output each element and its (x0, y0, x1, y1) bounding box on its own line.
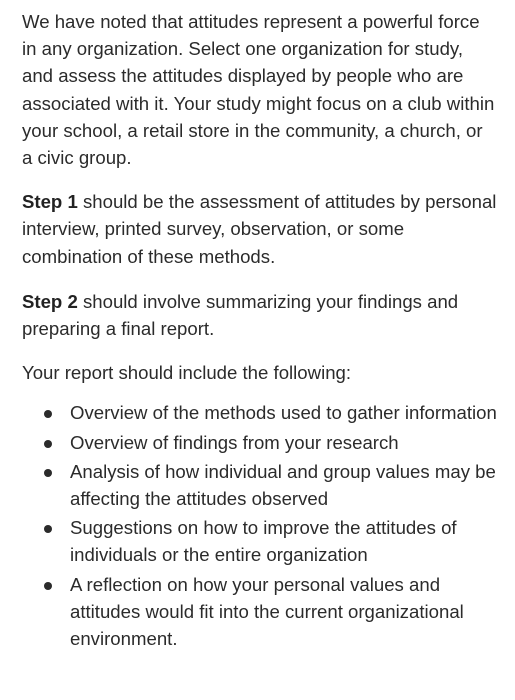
list-item (70, 571, 497, 653)
requirements-list (22, 399, 497, 652)
step-1-paragraph (22, 188, 497, 270)
step-2-text: should involve summarizing your findings and preparing a final report. (22, 290, 459, 340)
bullet-icon (44, 525, 52, 533)
intro-paragraph: We have noted that attitudes represent a powerful force in any organization. Select one organization for study, and assess the attitudes displayed by people who are associated with it. Your study might focus on a club within your school, a retail store in the community, a church, or a civic group. (22, 11, 495, 169)
list-item (70, 399, 497, 426)
report-intro: Your report should include the following: (22, 362, 352, 384)
bullet-icon (44, 582, 52, 590)
bullet-icon (44, 469, 52, 477)
list-item-text: Suggestions on how to improve the attitudes of individuals or the entire organization (70, 517, 457, 566)
list-item (70, 514, 497, 568)
step-1-label: Step 1 (22, 191, 78, 213)
step-2-label: Step 2 (22, 290, 78, 312)
list-item (70, 429, 497, 456)
list-item-text: A reflection on how your personal values and attitudes would fit into the current organizational environment. (70, 573, 464, 650)
step-1-text: should be the assessment of attitudes by personal interview, printed survey, observation, or some combination of these methods. (22, 191, 497, 267)
bullet-icon (44, 440, 52, 448)
list-item-text: Overview of the methods used to gather information (70, 402, 497, 424)
bullet-icon (44, 410, 52, 418)
list-item-text: Analysis of how individual and group values may be affecting the attitudes observed (70, 460, 496, 510)
list-item (70, 458, 497, 512)
list-item-text: Overview of findings from your research (70, 431, 399, 453)
step-2-paragraph (22, 288, 497, 342)
